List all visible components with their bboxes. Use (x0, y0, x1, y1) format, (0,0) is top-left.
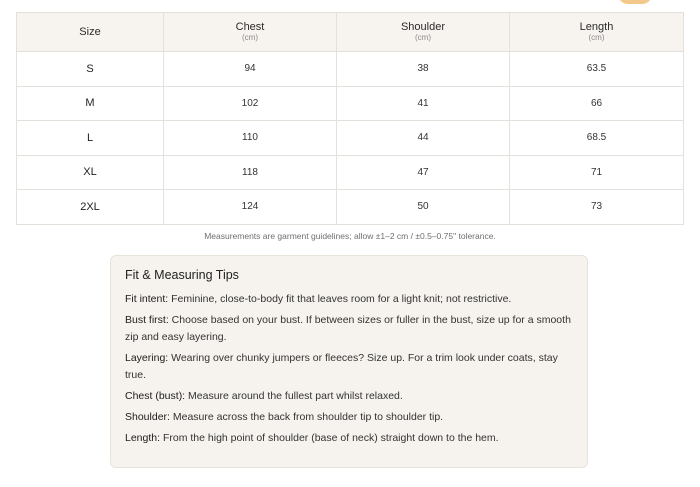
tip-text: Choose based on your bust. If between sizes or fuller in the bust, size up for a smooth zip and easy layering. (125, 314, 571, 343)
header-title: Shoulder (400, 21, 446, 33)
tip-bust-first (125, 312, 573, 346)
corner-badge (618, 0, 652, 4)
tip-chest-bust (125, 388, 573, 405)
length-cell: 73 (510, 190, 684, 225)
table-row (17, 86, 684, 121)
size-cell: L (17, 121, 164, 156)
header-title: Chest (235, 21, 265, 33)
length-cell: 71 (510, 155, 684, 190)
length-cell: 66 (510, 86, 684, 121)
tip-label: Layering: (125, 352, 169, 364)
header-length (510, 13, 684, 52)
size-cell: 2XL (17, 190, 164, 225)
chest-cell: 102 (164, 86, 337, 121)
tip-label: Bust first: (125, 314, 169, 326)
tip-layering (125, 350, 573, 384)
header-unit: (cm) (242, 33, 258, 42)
header-size (17, 13, 164, 52)
table-header-row (17, 13, 684, 52)
tip-text: Measure around the fullest part whilst relaxed. (185, 390, 403, 402)
shoulder-cell: 41 (337, 86, 510, 121)
header-title: Size (79, 26, 101, 38)
tip-label: Fit intent: (125, 293, 169, 305)
header-shoulder (337, 13, 510, 52)
size-cell: M (17, 86, 164, 121)
shoulder-cell: 47 (337, 155, 510, 190)
table-row (17, 155, 684, 190)
tip-label: Shoulder: (125, 411, 170, 423)
tip-text: Wearing over chunky jumpers or fleeces? Size up. For a trim look under coats, stay true. (125, 352, 558, 381)
tip-text: From the high point of shoulder (base of neck) straight down to the hem. (160, 432, 499, 444)
length-cell: 68.5 (510, 121, 684, 156)
size-cell: S (17, 52, 164, 87)
header-unit: (cm) (588, 33, 605, 42)
tips-title: Fit & Measuring Tips (125, 268, 239, 282)
size-chart-table (16, 12, 684, 225)
shoulder-cell: 44 (337, 121, 510, 156)
tip-label: Chest (bust): (125, 390, 186, 402)
header-unit: (cm) (415, 33, 431, 42)
table-row (17, 52, 684, 87)
tip-text: Feminine, close-to-body fit that leaves room for a light knit; not restrictive. (168, 293, 512, 305)
chest-cell: 118 (164, 155, 337, 190)
header-chest (164, 13, 337, 52)
table-row (17, 190, 684, 225)
table-row (17, 121, 684, 156)
tip-fit-intent (125, 291, 573, 308)
fit-tips-card (110, 255, 588, 468)
shoulder-cell: 38 (337, 52, 510, 87)
tolerance-note: Measurements are garment guidelines; allow ±1–2 cm / ±0.5–0.75" tolerance. (204, 231, 496, 241)
tip-shoulder (125, 409, 573, 426)
length-cell: 63.5 (510, 52, 684, 87)
tip-text: Measure across the back from shoulder tip to shoulder tip. (169, 411, 444, 423)
size-cell: XL (17, 155, 164, 190)
chest-cell: 94 (164, 52, 337, 87)
chest-cell: 110 (164, 121, 337, 156)
tip-label: Length: (125, 432, 161, 444)
chest-cell: 124 (164, 190, 337, 225)
shoulder-cell: 50 (337, 190, 510, 225)
header-title: Length (579, 21, 614, 33)
tip-length (125, 430, 573, 447)
